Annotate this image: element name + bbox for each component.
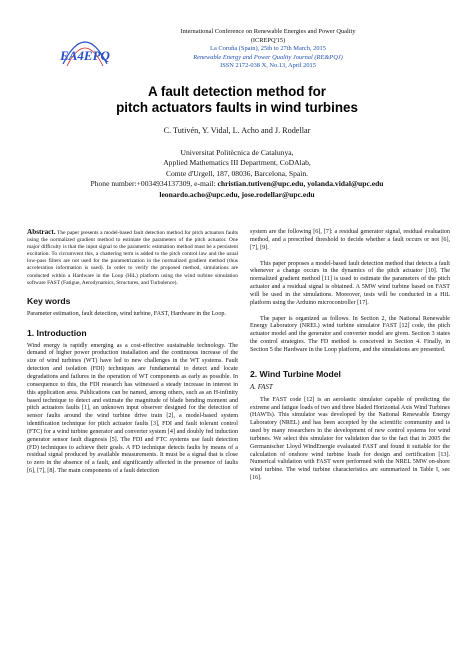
right-paragraph-3: The paper is organized as follows. In Section 2, the National Renewable Energy Laboratory (NREL) wind turbine simulator FAST [12] code, the pitch actuator model and the generator and converter model are given. Section 3 states the control strategies. The FD method is conceived in Section 4. Finally, in Section 5 the Hardware in the Loop platform, and the simulations are presented. [250,315,450,353]
conference-header [118,28,418,71]
title-line-2: pitch actuators faults in wind turbines [116,100,358,115]
affiliation-department: Applied Mathematics III Department, CoDAlab, [163,158,311,168]
right-paragraph-1: system are the following [6], [7]: a residual generator signal, residual evaluation method, and a prescribed threshold to decide whether a fault occurs or not [6], [7], [9]. [250,229,450,251]
introduction-heading: 1. Introduction [27,327,87,338]
author-emails-1[interactable]: christian.tutiven@upc.edu, yolanda.vidal@upc.edu [217,179,384,189]
fast-subheading: A. FAST [250,382,273,391]
fast-paragraph: The FAST code [12] is an aerolastic simulator capable of predicting the extreme and fatigue loads of two and three bladed Horizontal Axis Wind Turbines (HAWTs). This simulator was developed by the National Renewable Energy Laboratory (NREL) and has been accepted by the scientific community and is used by many researchers in the development of new control systems for wind turbines. We select this simulator for validation due to the fact that in 2005 the Germanischer Lloyd WindEnergie evaluated FAST and found it suitable for the calculation of onshore wind turbine loads for design and certification [13]. Numerical validation with FAST were performed with the NREL 5MW on-shore wind turbine. The wind turbine characteristics are summarized in Table I, see [16]. [250,396,450,482]
introduction-text: Wind energy is rapidly emerging as a cost-effective sustainable technology. The demand of higher power production installation and the continuous increase of the size of wind turbines (WT) have led to new challenges in the WT systems. Fault detection and isolation (FDI) techniques are fundamental to detect and locate degradations and failures in the operation of WT components as early as possible. In consequence to this, the FDI research has witnessed a steady increase in interest in this application area. Publications can be named, among others, such as an H-infinity based technique to detect and estimate the magnitude of blade bending moment and pitch actuators faults [1], an unknown input observer designed for the detection of sensor faults around the wind turbine drive train [2], a model-based system identification technique for pitch actuator faults [3], FDI and fault tolerant control (FTC) for a wind turbine generator and converter system [4] and doubly fed induction generator sensor fault diagnosis [5]. The FDI and FTC systems use fault detection (FD) techniques to achieve their goals. A FD technique detects faults by means of a residual signal produced by available measurements. It must be a signal that is close to zero in the absence of a fault, and significantly affected in the presence of faults [6], [7], [8]. The main components of a fault detection [27,342,238,475]
authors: C. Tutivén, Y. Vidal, L. Acho and J. Rodellar [163,126,311,135]
contact-line [20,179,454,189]
conference-acronym: (ICREPQ'15) [250,36,286,44]
affiliation [20,148,454,200]
wind-turbine-model-heading: 2. Wind Turbine Model [250,368,341,379]
journal-name: Renewable Energy and Power Quality Journal (RE&PQJ) [193,53,343,61]
logo-text: EA4EPQ [60,48,110,63]
keywords-heading: Key words [27,295,71,306]
left-column [27,229,238,476]
right-paragraph-2: This paper proposes a model-based fault detection method that detects a fault whenever a change occurs in the dynamics of the pitch actuator [10]. The normalized gradient method [11] is used to estimate the parameters of the pitch actuator and a residual signal is obtained. A 5MW wind turbine based on FAST will be used in the simulations. Moreover, tests will be conducted in a HiL platform using the Arduino microcontroller [17]. [250,260,450,306]
abstract [27,229,238,287]
phone-label: Phone number:+0034934137309, e-mail: [90,179,218,189]
abstract-label: Abstract. [27,228,56,236]
title-line-1: A fault detection method for [147,84,327,99]
conference-name: International Conference on Renewable Energies and Power Quality [180,28,356,35]
issn-line: ISSN 2172-038 X, No.13, April 2015 [220,62,316,70]
abstract-text: The paper presents a model-based fault detection method for pitch actuators faults using the normalized gradient method to estimate the parameters of the pitch actuator. One major difficulty is that the input signal to the parametric estimation method must be a persistent excitation. To circumvent this, a chattering term is added to the pitch control law and the usual low-pass filters are not used for the parametrization in the normalized gradient method (thus acceleration information is used). In order to verify the proposed method, simulations are conducted within a Hardware in the Loop (HiL) platform using the wind turbine simulation software FAST (Fatigue, Aerodynamics, Structures, and Turbulence). [27,230,238,286]
paper-title [30,84,444,116]
conference-location: La Coruña (Spain), 25th to 27th March, 2015 [210,45,326,53]
author-emails-2[interactable]: leonardo.acho@upc.edu, jose.rodellar@upc.edu [159,189,315,199]
affiliation-address: Comte d'Urgell, 187, 08036, Barcelona, Spain. [165,168,309,178]
conference-logo [57,26,113,72]
keywords-text: Parameter estimation, fault detection, wind turbine, FAST, Hardware in the Loop. [27,310,226,317]
affiliation-university: Universitat Politècnica de Catalunya, [180,148,294,157]
right-column [250,229,450,483]
